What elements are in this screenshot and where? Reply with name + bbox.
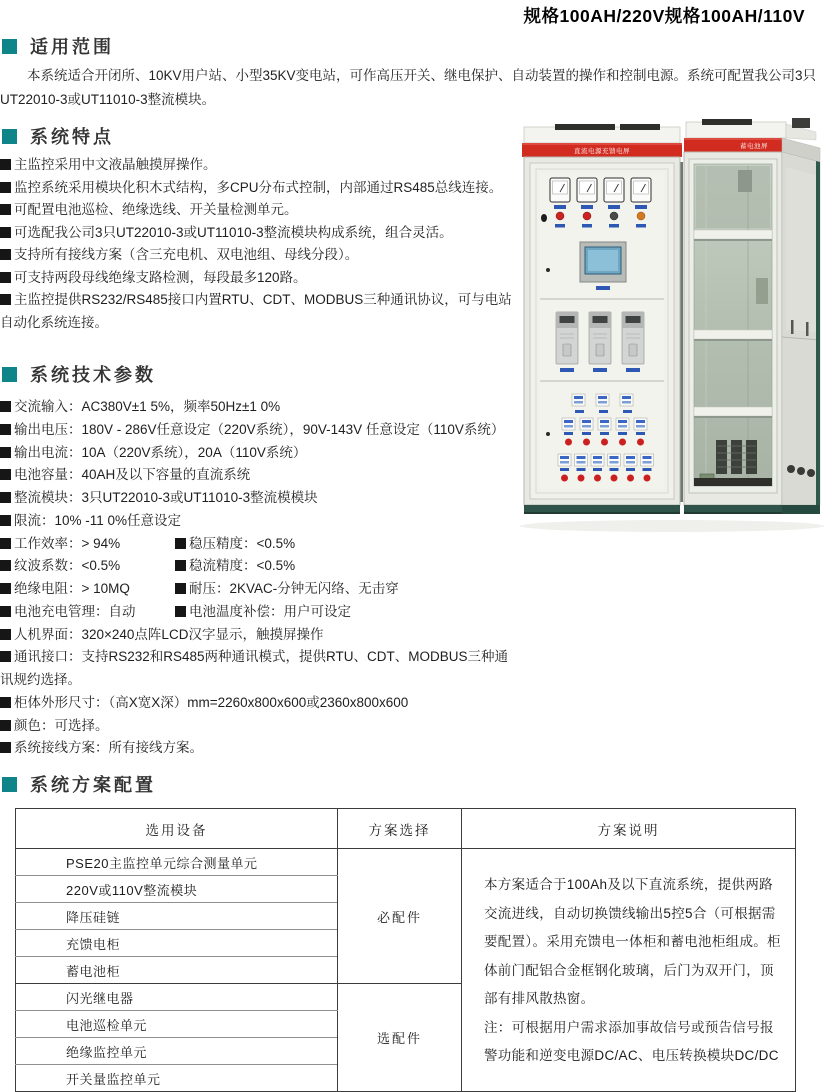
bullet-square-icon [0,606,11,617]
tech-param-item: 柜体外形尺寸：（高X宽X深）mm=2260x800x600或2360x800x600 [0,692,516,715]
section-title: 系统方案配置 [30,775,156,795]
spec-title: 规格100AH/220V规格100AH/110V [523,6,805,26]
bullet-square-icon [0,294,11,305]
device-cell: 闪光继电器 [16,984,338,1011]
bullet-square-icon [175,560,186,571]
teal-square-icon [2,39,17,54]
feature-item: 可配置电池巡检、绝缘选线、开关量检测单元。 [0,199,512,222]
tech-param-item: 电池温度补偿：用户可设定 [175,601,516,624]
section-title: 系统特点 [30,127,114,147]
tech-param-item: 系统接线方案：所有接线方案。 [0,737,516,760]
bullet-square-icon [0,583,11,594]
bullet-square-icon [175,583,186,594]
tech-param-item: 交流输入：AC380V±1 5%，频率50Hz±1 0% [0,396,516,419]
device-cell: 220V或110V整流模块 [16,876,338,903]
table-row-device [16,849,796,876]
feature-item: 可选配我公司3只UT22010-3或UT11010-3整流模块构成系统，组合灵活。 [0,222,512,245]
section-title: 系统技术参数 [30,365,156,385]
bullet-square-icon [0,447,11,458]
bullet-square-icon [0,629,11,640]
tech-param-pair [0,555,516,578]
tech-param-pair [0,578,516,601]
tech-param-item: 稳流精度：<0.5% [175,555,516,578]
bullet-square-icon [0,538,11,549]
feature-list [0,154,512,334]
bullet-square-icon [0,560,11,571]
tech-param-item: 耐压：2KVAC-分钟无闪络、无击穿 [175,578,516,601]
tech-param-item: 电池容量：40AH及以下容量的直流系统 [0,464,516,487]
feature-item: 主监控采用中文液晶触摸屏操作。 [0,154,512,177]
bullet-square-icon [0,182,11,193]
tech-param-item: 人机界面：320×240点阵LCD汉字显示，触摸屏操作 [0,624,516,647]
tech-param-item: 电池充电管理：自动 [0,601,175,624]
cabinet-side-panel [782,138,820,514]
device-cell: PSE20主监控单元综合测量单元 [16,849,338,876]
scheme-config-table [15,808,796,1092]
product-photo [510,112,835,542]
choice-required-cell: 必配件 [338,849,462,984]
device-cell: 降压硅链 [16,903,338,930]
section-heading-scope [2,34,835,58]
scheme-description-para1: 本方案适合于100Ah及以下直流系统，提供两路交流进线，自动切换馈线输出5控5合（可根据需要配置）。采用充馈电一体柜和蓄电池柜组成。柜体前门配铝合金框钢化玻璃，后门为双开门，顶部有排风散热窗。 [484,877,781,1006]
bullet-square-icon [0,401,11,412]
tech-param-item: 限流：10% -11 0%任意设定 [0,510,516,533]
bullet-square-icon [0,424,11,435]
section-title: 适用范围 [30,37,114,57]
bullet-square-icon [0,204,11,215]
col-header-choice: 方案选择 [338,809,462,849]
table-header-row [16,809,796,849]
device-cell: 充馈电柜 [16,930,338,957]
bullet-square-icon [0,469,11,480]
bullet-square-icon [175,538,186,549]
left-cabinet [522,124,682,514]
tech-param-item: 颜色：可选择。 [0,715,516,738]
bullet-square-icon [0,492,11,503]
tech-param-item: 通讯接口：支持RS232和RS485两种通讯模式，提供RTU、CDT、MODBUS三种通讯规约选择。 [0,649,509,687]
bullet-square-icon [0,515,11,526]
vent-grille [716,440,757,474]
feature-item: 支持所有接线方案（含三充电机、双电池组、母线分段）。 [0,244,512,267]
tech-param-item: 输出电压：180V - 286V任意设定（220V系统），90V-143V 任意设定（110V系统） [0,419,516,442]
bullet-square-icon [0,720,11,731]
device-cell: 电池巡检单元 [16,1011,338,1038]
tech-param-list [0,396,516,760]
bullet-square-icon [0,227,11,238]
tech-param-pair [0,601,516,624]
tech-param-pair [0,533,516,556]
left-cabinet-banner-label: 直流电源充馈电屏 [574,148,630,155]
col-header-device: 选用设备 [16,809,338,849]
scheme-description-cell [462,849,796,1092]
scheme-description-para2: 注：可根据用户需求添加事故信号或预告信号报警功能和逆变电源DC/AC、电压转换模块DC/DC [484,1019,779,1063]
bullet-square-icon [0,742,11,753]
knob-icon [541,214,547,222]
teal-square-icon [2,367,17,382]
bullet-square-icon [0,159,11,170]
bullet-square-icon [0,651,11,662]
tech-param-item: 整流模块：3只UT22010-3或UT11010-3整流模模块 [0,487,516,510]
bullet-square-icon [0,249,11,260]
device-cell: 绝缘监控单元 [16,1038,338,1065]
bullet-square-icon [0,697,11,708]
section-heading-scheme [2,772,835,796]
tech-param-item: 纹波系数：<0.5% [0,555,175,578]
tech-param-item: 工作效率：> 94% [0,533,175,556]
feature-item: 监控系统采用模块化积木式结构，多CPU分布式控制，内部通过RS485总线连接。 [0,177,512,200]
device-cell: 开关量监控单元 [16,1065,338,1092]
teal-square-icon [2,129,17,144]
bullet-square-icon [175,606,186,617]
tech-param-item: 输出电流：10A（220V系统），20A（110V系统） [0,442,516,465]
bullet-square-icon [0,272,11,283]
cabinets-illustration [510,112,835,542]
teal-square-icon [2,777,17,792]
choice-optional-cell: 选配件 [338,984,462,1092]
tech-param-item: 绝缘电阻：> 10MQ [0,578,175,601]
scope-paragraph: 本系统适合开闭所、10KV用户站、小型35KV变电站，可作高压开关、继电保护、自动装置的操作和控制电源。系统可配置我公司3只UT22010-3或UT11010-3整流模块。 [0,68,817,107]
feature-item: 可支持两段母线绝缘支路检测，每段最多120路。 [0,267,512,290]
feature-item: 主监控提供RS232/RS485接口内置RTU、CDT、MODBUS三种通讯协议，可与电站自动化系统连接。 [0,292,512,330]
col-header-desc: 方案说明 [462,809,796,849]
tech-param-item: 稳压精度：<0.5% [175,533,516,556]
device-cell: 蓄电池柜 [16,957,338,984]
right-cabinet-banner-label: 蓄电池屏 [740,143,768,150]
